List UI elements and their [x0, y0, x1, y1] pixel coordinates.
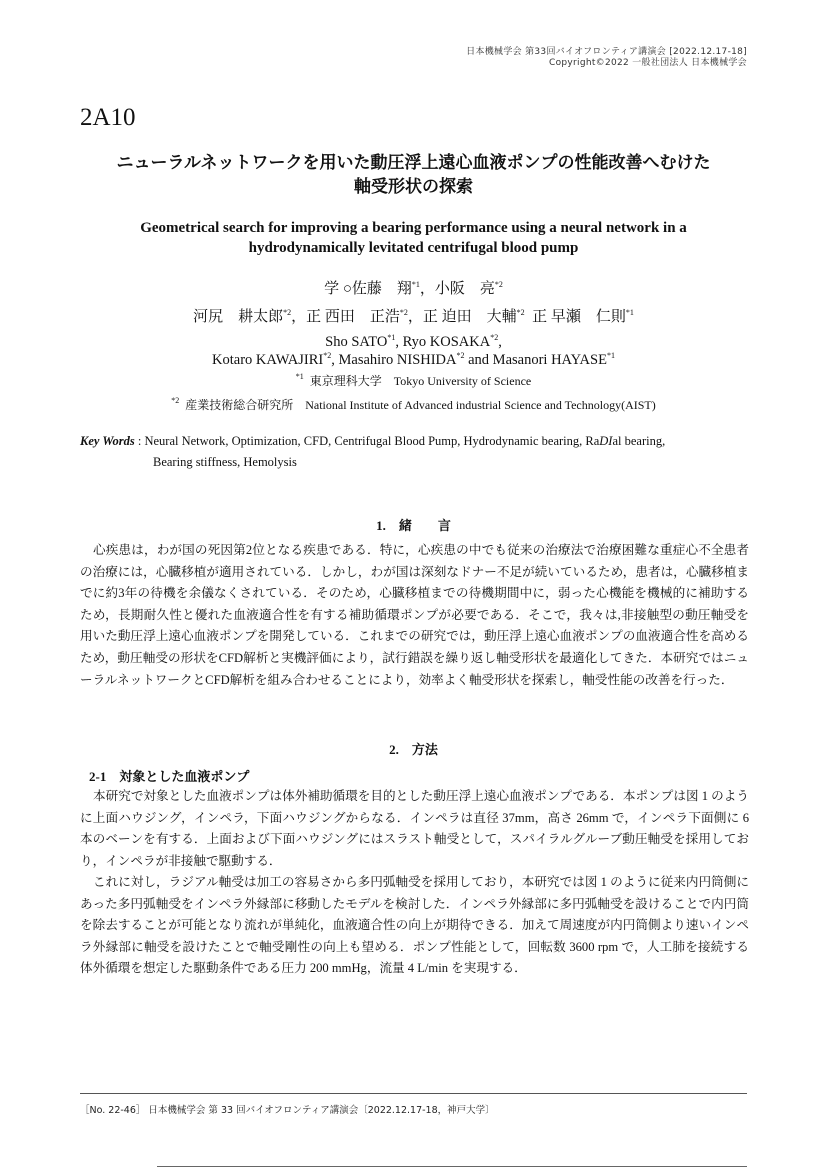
authors-en-line1: Sho SATO$^{*1}$, Ryo KOSAKA$^{*2}$, — [325, 333, 502, 350]
title-ja-line2: 軸受形状の探索 — [354, 177, 473, 197]
bottom-rule — [157, 1166, 747, 1167]
subsection-2-1-paragraph-1: 本研究で対象とした血液ポンプは体外補助循環を目的とした動圧浮上遠心血液ポンプである．本ポンプは図 1 のように上面ハウジング，インペラ，下面ハウジングからなる．インペラは直径 37mm，高さ 26mm で，インペラ下面側に 6 本のベーンを有する．上面および下面ハウジングにはスラスト軸受として，スパイラルグルーブ動圧軸受を採用しており，インペラが非接触で駆動する． — [80, 789, 749, 868]
footer-rule — [80, 1093, 747, 1094]
authors-ja-line1: 学 ○佐藤 翔$^{*1}$，小阪 亮$^{*2}$ — [324, 280, 503, 297]
authors-ja-line2: 河尻 耕太郎$^{*2}$，正 西田 正浩$^{*2}$，正 迫田 大輔$^{*2}$ 正 早瀬 仁則$^{*1}$ — [193, 308, 634, 325]
running-header-copyright: Copyright©2022 一般社団法人 日本機械学会 — [548, 58, 747, 68]
authors-en-line2: Kotaro KAWAJIRI$^{*2}$, Masahiro NISHIDA$^{*2}$ and Masanori HAYASE$^{*1}$ — [212, 351, 615, 368]
title-ja-line1: ニューラルネットワークを用いた動圧浮上遠心血液ポンプの性能改善へむけた — [116, 153, 711, 173]
keywords-label: Key Words — [80, 434, 135, 448]
footer-citation: ［No. 22-46］ 日本機械学会 第 33 回バイオフロンティア講演会〔2022.12.17-18，神戸大学〕 — [80, 1105, 495, 1116]
subsection-2-1-paragraph-2: これに対し，ラジアル軸受は加工の容易さから多円弧軸受を採用しており，本研究では図 1 のように従来内円筒側にあった多円弧軸受をインペラ外縁部に移動したモデルを検討した．インペラ外縁部に多円弧軸受を設けることで内円筒を除去することが可能となり流れが単純化，血液適合性の向上が期待できる．加えて周速度が内円筒側より速いインペラ外縁部に軸受を設けたことで軸受剛性の向上も望める．ポンプ性能として，回転数 3600 rpm で，人工肺を接続する体外循環を想定した駆動条件である圧力 200 mmHg，流量 4 L/min を実現する． — [80, 875, 749, 976]
keywords: Key Words : Neural Network, Optimization, CFD, Centrifugal Blood Pump, Hydrodynamic bearing, RaDIal bearing, Bearing stiffness, Hemolysis — [80, 434, 666, 469]
paper-id: 2A10 — [80, 104, 136, 131]
section-2-heading: 2. 方法 — [389, 742, 438, 757]
section-1-heading: 1. 緒 言 — [376, 518, 451, 533]
affiliation-2: $^{*2}$ 産業技術総合研究所 National Institute of Advanced industrial Science and Technology(AIST) — [171, 396, 656, 412]
title-en-line2: hydrodynamically levitated centrifugal blood pump — [248, 240, 579, 256]
title-en-line1: Geometrical search for improving a bearing performance using a neural network in a — [140, 220, 687, 236]
affiliation-1: $^{*1}$ 東京理科大学 Tokyo University of Science — [295, 372, 532, 388]
running-header-conference: 日本機械学会 第33回バイオフロンティア講演会 [2022.12.17-18] — [466, 47, 747, 57]
section-1-paragraph: 心疾患は，わが国の死因第2位となる疾患である．特に，心疾患の中でも従来の治療法で治療困難な重症心不全患者の治療には，心臓移植が適用されている．しかし，わが国は深刻なドナー不足が続いているため，患者は，心臓移植までに約3年の待機を余儀なくされている．そのため，心臓移植までの待機期間中に，弱った心機能を機械的に補助するため，長期耐久性と優れた血液適合性を有する補助循環ポンプが必要である．そこで，我々は,非接触型の動圧軸受を用いた動圧浮上遠心血液ポンプを開発している．これまでの研究では，動圧浮上遠心血液ポンプの血液適合性を高めるため，動圧軸受の形状をCFD解析と実機評価により，試行錯誤を繰り返し軸受形状を最適化してきた．本研究ではニューラルネットワークとCFD解析を組み合わせることにより，効率よく軸受形状を探索し，軸受性能の改善を行った． — [80, 543, 749, 687]
subsection-2-1-heading: 2-1 対象とした血液ポンプ — [89, 769, 250, 784]
